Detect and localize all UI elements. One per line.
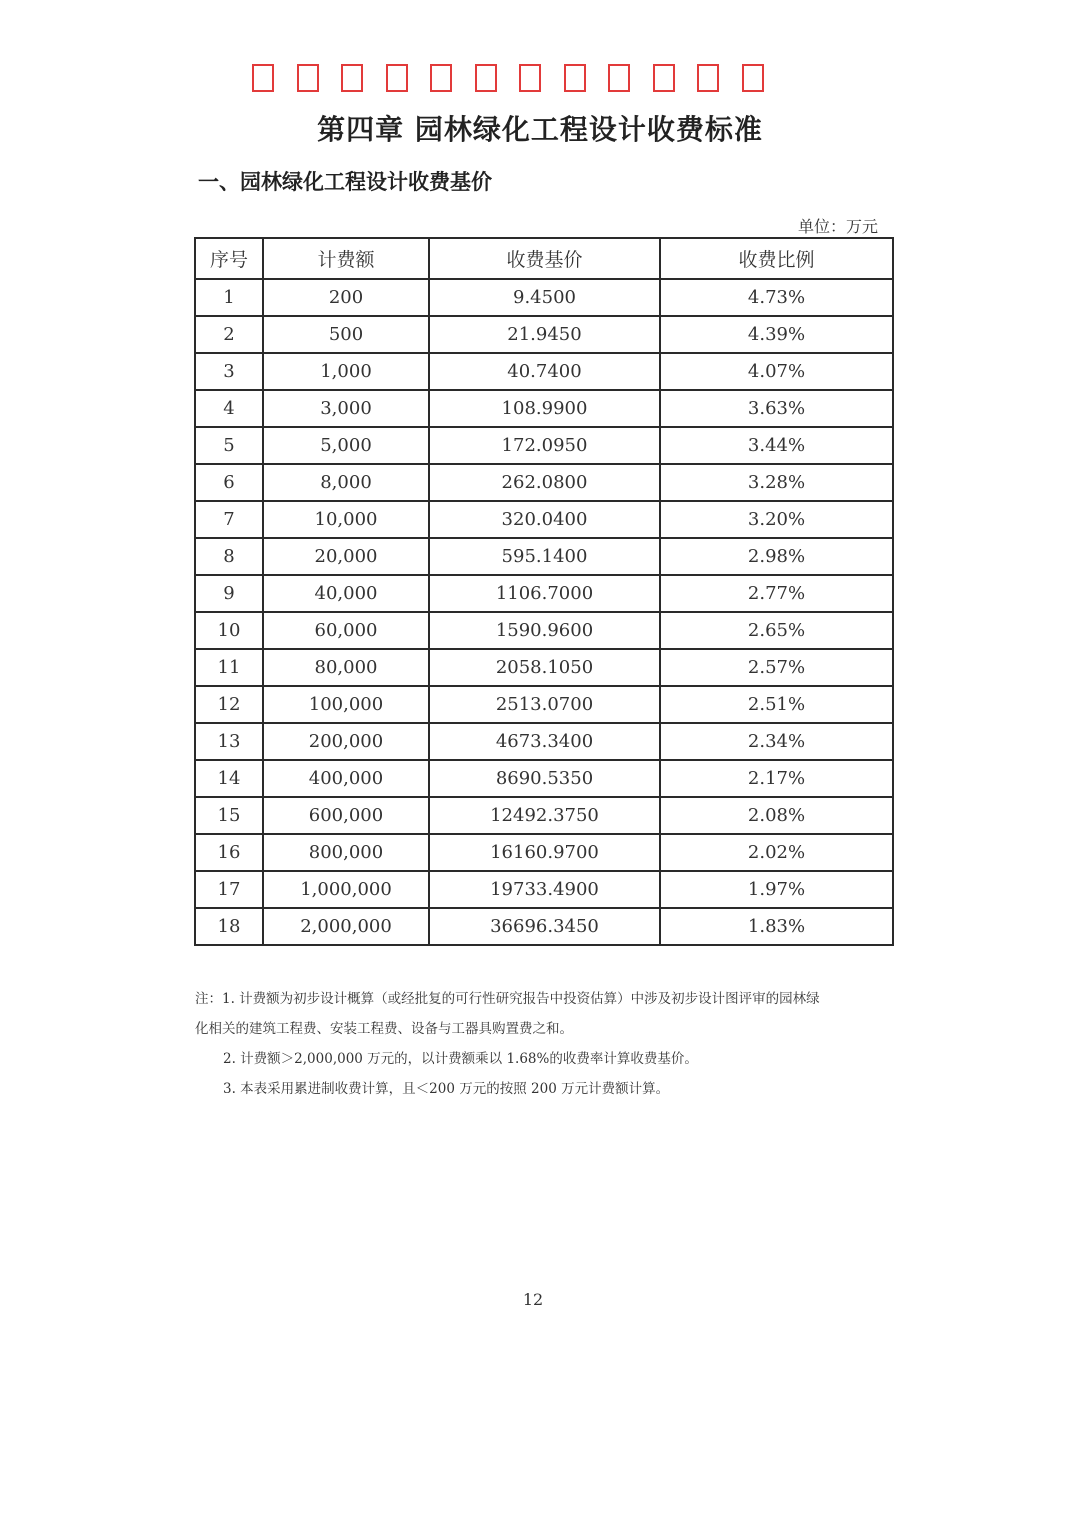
- cell-base-price: 36696.3450: [429, 908, 660, 945]
- red-box: [564, 64, 586, 92]
- cell-fee-base: 8,000: [263, 464, 429, 501]
- section-title: 一、园林绿化工程设计收费基价: [198, 170, 492, 194]
- page-number: 12: [522, 1290, 544, 1309]
- table-row: [195, 353, 893, 390]
- table-row: [195, 612, 893, 649]
- note-line: 注：1. 计费额为初步设计概算（或经批复的可行性研究报告中投资估算）中涉及初步设计图评审的园林绿: [195, 991, 820, 1007]
- cell-fee-base: 200,000: [263, 723, 429, 760]
- cell-fee-base: 800,000: [263, 834, 429, 871]
- cell-index: 3: [195, 353, 263, 390]
- cell-index: 10: [195, 612, 263, 649]
- cell-fee-ratio: 3.63%: [660, 390, 893, 427]
- cell-index: 11: [195, 649, 263, 686]
- cell-fee-base: 80,000: [263, 649, 429, 686]
- cell-fee-base: 3,000: [263, 390, 429, 427]
- unit-label: 单位：万元: [797, 217, 878, 236]
- cell-fee-base: 1,000: [263, 353, 429, 390]
- cell-fee-base: 500: [263, 316, 429, 353]
- table-header-row: [195, 238, 893, 279]
- cell-base-price: 40.7400: [429, 353, 660, 390]
- red-box: [297, 64, 319, 92]
- table-row: [195, 649, 893, 686]
- cell-fee-ratio: 2.34%: [660, 723, 893, 760]
- table-row: [195, 427, 893, 464]
- cell-fee-ratio: 2.51%: [660, 686, 893, 723]
- table-row: [195, 908, 893, 945]
- cell-fee-base: 400,000: [263, 760, 429, 797]
- table-row: [195, 686, 893, 723]
- cell-fee-base: 20,000: [263, 538, 429, 575]
- red-box: [386, 64, 408, 92]
- red-box-header: [252, 64, 822, 96]
- cell-base-price: 2058.1050: [429, 649, 660, 686]
- column-header-fee-base: 计费额: [263, 238, 429, 279]
- cell-fee-ratio: 2.65%: [660, 612, 893, 649]
- cell-index: 2: [195, 316, 263, 353]
- fee-table: [194, 237, 894, 946]
- cell-fee-base: 40,000: [263, 575, 429, 612]
- cell-fee-base: 5,000: [263, 427, 429, 464]
- cell-fee-ratio: 2.02%: [660, 834, 893, 871]
- cell-fee-ratio: 4.73%: [660, 279, 893, 316]
- table-row: [195, 316, 893, 353]
- red-box: [430, 64, 452, 92]
- red-box: [519, 64, 541, 92]
- cell-base-price: 9.4500: [429, 279, 660, 316]
- cell-fee-base: 100,000: [263, 686, 429, 723]
- cell-base-price: 21.9450: [429, 316, 660, 353]
- cell-index: 1: [195, 279, 263, 316]
- table-row: [195, 871, 893, 908]
- table-row: [195, 834, 893, 871]
- cell-base-price: 2513.0700: [429, 686, 660, 723]
- cell-base-price: 8690.5350: [429, 760, 660, 797]
- table-row: [195, 575, 893, 612]
- red-box: [608, 64, 630, 92]
- column-header-base-price: 收费基价: [429, 238, 660, 279]
- cell-base-price: 262.0800: [429, 464, 660, 501]
- cell-index: 17: [195, 871, 263, 908]
- cell-index: 6: [195, 464, 263, 501]
- cell-base-price: 12492.3750: [429, 797, 660, 834]
- table-row: [195, 797, 893, 834]
- table-row: [195, 538, 893, 575]
- cell-index: 13: [195, 723, 263, 760]
- red-box: [475, 64, 497, 92]
- table-row: [195, 501, 893, 538]
- red-box: [252, 64, 274, 92]
- column-header-index: 序号: [195, 238, 263, 279]
- cell-index: 5: [195, 427, 263, 464]
- cell-base-price: 1590.9600: [429, 612, 660, 649]
- cell-fee-base: 10,000: [263, 501, 429, 538]
- cell-fee-ratio: 2.57%: [660, 649, 893, 686]
- cell-fee-base: 600,000: [263, 797, 429, 834]
- cell-fee-ratio: 4.07%: [660, 353, 893, 390]
- cell-base-price: 320.0400: [429, 501, 660, 538]
- chapter-title: 第四章 园林绿化工程设计收费标准: [317, 113, 763, 146]
- cell-index: 8: [195, 538, 263, 575]
- cell-index: 18: [195, 908, 263, 945]
- cell-fee-ratio: 2.77%: [660, 575, 893, 612]
- cell-base-price: 595.1400: [429, 538, 660, 575]
- cell-index: 16: [195, 834, 263, 871]
- cell-base-price: 19733.4900: [429, 871, 660, 908]
- red-box: [697, 64, 719, 92]
- cell-base-price: 1106.7000: [429, 575, 660, 612]
- cell-fee-ratio: 2.98%: [660, 538, 893, 575]
- cell-fee-ratio: 3.44%: [660, 427, 893, 464]
- column-header-fee-ratio: 收费比例: [660, 238, 893, 279]
- cell-base-price: 4673.3400: [429, 723, 660, 760]
- cell-fee-ratio: 3.28%: [660, 464, 893, 501]
- cell-index: 9: [195, 575, 263, 612]
- table-row: [195, 464, 893, 501]
- cell-index: 14: [195, 760, 263, 797]
- note-line: 3. 本表采用累进制收费计算，且＜200 万元的按照 200 万元计费额计算。: [223, 1081, 670, 1097]
- cell-index: 12: [195, 686, 263, 723]
- cell-base-price: 108.9900: [429, 390, 660, 427]
- red-box: [653, 64, 675, 92]
- cell-index: 4: [195, 390, 263, 427]
- cell-fee-ratio: 2.17%: [660, 760, 893, 797]
- red-box: [341, 64, 363, 92]
- note-line: 2. 计费额＞2,000,000 万元的，以计费额乘以 1.68%的收费率计算收费基价。: [223, 1051, 698, 1067]
- note-line: 化相关的建筑工程费、安装工程费、设备与工器具购置费之和。: [195, 1021, 573, 1037]
- table-row: [195, 279, 893, 316]
- cell-fee-base: 60,000: [263, 612, 429, 649]
- cell-base-price: 16160.9700: [429, 834, 660, 871]
- cell-fee-ratio: 4.39%: [660, 316, 893, 353]
- cell-index: 15: [195, 797, 263, 834]
- cell-fee-base: 200: [263, 279, 429, 316]
- table-body: [195, 279, 893, 945]
- cell-fee-ratio: 1.97%: [660, 871, 893, 908]
- cell-fee-base: 1,000,000: [263, 871, 429, 908]
- table-row: [195, 390, 893, 427]
- cell-fee-ratio: 2.08%: [660, 797, 893, 834]
- notes: [195, 990, 895, 1110]
- cell-base-price: 172.0950: [429, 427, 660, 464]
- cell-fee-ratio: 1.83%: [660, 908, 893, 945]
- cell-index: 7: [195, 501, 263, 538]
- cell-fee-ratio: 3.20%: [660, 501, 893, 538]
- cell-fee-base: 2,000,000: [263, 908, 429, 945]
- table-row: [195, 723, 893, 760]
- red-box: [742, 64, 764, 92]
- table-row: [195, 760, 893, 797]
